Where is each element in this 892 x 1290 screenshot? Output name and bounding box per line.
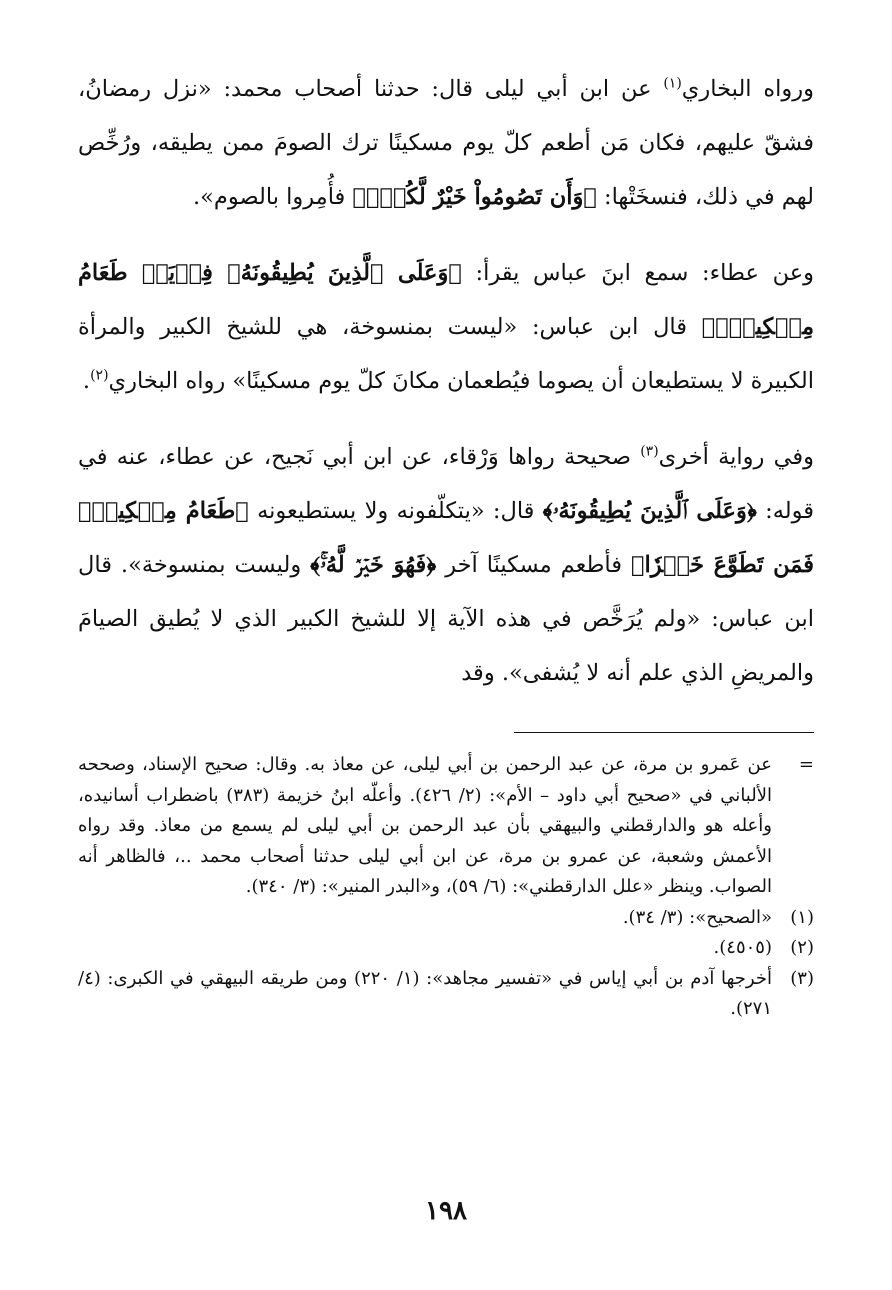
footnote-text: أخرجها آدم بن أبي إياس في «تفسير مجاهد»: (١/ ٢٢٠) ومن طريقه البيهقي في الكبرى: (٤/ ٢٧١). (78, 967, 772, 1019)
text-run: وفي رواية أخرى (658, 444, 815, 470)
text-run: قال: «يتكلّفونه ولا يستطيعونه (248, 498, 543, 524)
text-run: . (82, 368, 91, 394)
text-run: صحيحة رواها وَرْقاء، عن ابن أبي نَجيح، عن عطاء، عنه في قوله: (78, 444, 814, 524)
quran-quote: ﴿فَهُوَ خَيۡرٞ لَّهُۥۚ﴾ (310, 552, 437, 578)
footnote-continuation (78, 750, 814, 903)
quran-quote: ﴿وَأَن تَصُومُواْ خَيْرٌ لَّكُمْۖ﴾ (352, 184, 597, 210)
quran-quote: ﴿طَعَامُ مِسۡكِينٖۖ فَمَن تَطَوَّعَ خَيۡرٗا﴾ (78, 498, 814, 578)
footnote-marker: (١) (790, 906, 814, 928)
text-run: قال ابن عباس: «ليست بمنسوخة، هي للشيخ الكبير والمرأة الكبيرة لا يستطيعان أن يصوما فيُطعمان مكانَ كلّ يوم مسكينًا» رواه البخاري (78, 314, 814, 394)
paragraph-3 (78, 430, 814, 700)
text-run: عن ابن أبي ليلى قال: حدثنا أصحاب محمد: «نزل رمضانُ، فشقّ عليهم، فكان مَن أطعم كلّ يوم مسكينًا ترك الصومَ ممن يطيقه، ورُخِّص لهم في ذلك، فنسخَتْها: (78, 76, 814, 210)
footnote-marker: = (798, 754, 814, 775)
footnote-marker: (٣) (790, 967, 814, 989)
page-number: ١٩٨ (425, 1196, 467, 1226)
document-page (78, 62, 814, 1262)
footnote-reference: (٣) (640, 443, 659, 460)
footnote-1 (78, 903, 814, 934)
quran-quote: ﴿وَعَلَى ٱلَّذِينَ يُطِيقُونَهُۥ﴾ (542, 498, 757, 524)
footnotes (78, 750, 814, 1025)
main-text (78, 62, 814, 700)
paragraph-2 (78, 246, 814, 408)
text-run: فأُمِروا بالصوم». (193, 184, 353, 210)
text-run: ورواه البخاري (681, 76, 814, 102)
text-run: فأطعم مسكينًا آخر (436, 552, 631, 578)
footnote-text: (٤٥٠٥). (713, 937, 772, 958)
footnote-marker: (٢) (790, 937, 814, 958)
footnote-3 (78, 964, 814, 1025)
footnote-reference: (١) (663, 75, 682, 92)
footnote-text: عن عَمرو بن مرة، عن عبد الرحمن بن أبي ليلى، عن معاذ به. وقال: صحيح الإسناد، وصححه الألباني في «صحيح أبي داود – الأم»: (٢/ ٤٢٦). وأعلّه ابنُ خزيمة (٣٨٣) باضطراب أسانيده، وأعله هو والدارقطني والبيهقي بأن عبد الرحمن بن أبي ليلى لم يسمع من معاذ. وقد رواه الأعمش وشعبة، عن عمرو بن مرة، عن ابن أبي ليلى حدثنا أصحاب محمد ..، فالظاهر أنه الصواب. وينظر «علل الدارقطني»: (٦/ ٥٩)، و«البدر المنير»: (٣/ ٣٤٠). (78, 754, 772, 897)
paragraph-1 (78, 62, 814, 224)
footnote-separator (514, 732, 814, 733)
footnote-2 (78, 933, 814, 964)
text-run: وعن عطاء: سمع ابنَ عباس يقرأ: (461, 260, 814, 286)
quran-quote: ﴿وَعَلَى ٱلَّذِينَ يُطِيقُونَهُۥ فِدۡيَةٞ طَعَامُ مِسۡكِينٖۖ﴾ (78, 260, 814, 340)
footnote-reference: (٢) (90, 367, 109, 384)
text-run: وليست بمنسوخة». قال ابن عباس: «ولم يُرَخَّص في هذه الآية إلا للشيخ الكبير الذي لا يُطيق الصيامَ والمريضِ الذي علم أنه لا يُشفى». وقد (78, 552, 814, 686)
footnote-text: «الصحيح»: (٣/ ٣٤). (622, 906, 772, 928)
